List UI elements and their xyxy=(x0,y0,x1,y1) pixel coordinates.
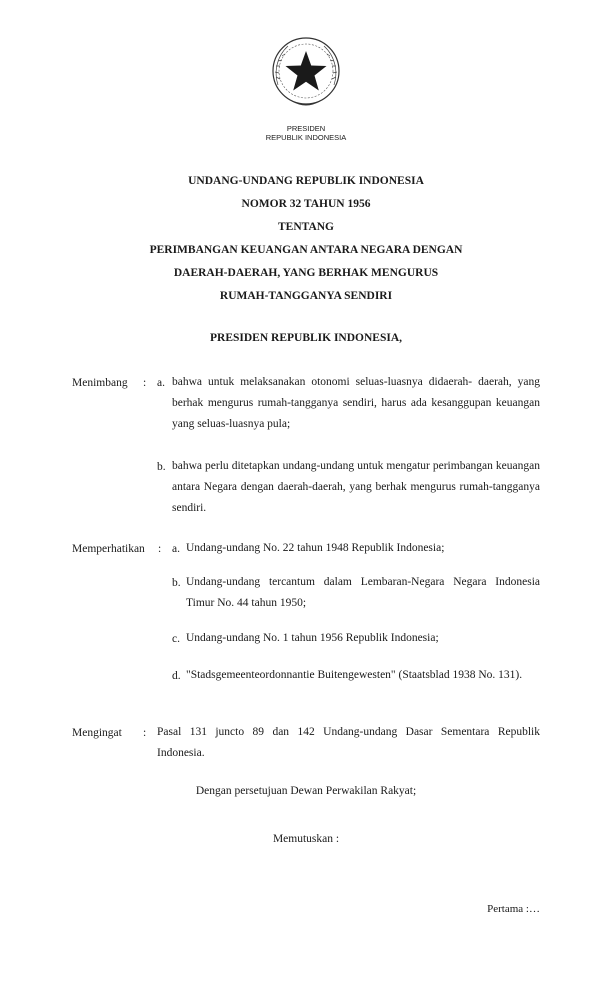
mengingat-colon: : xyxy=(143,727,147,739)
mengingat-text: Pasal 131 juncto 89 dan 142 Undang-undang Dasar Sementara Republik Indonesia. xyxy=(157,726,540,759)
menimbang-b-text: bahwa perlu ditetapkan undang-undang untuk mengatur perimbangan keuangan antara Negara dengan daerah-daerah, yang berhak mengurus rumah-tangganya sendiri. xyxy=(172,460,540,514)
mengingat-label: Mengingat xyxy=(72,727,122,739)
menimbang-b-marker: b. xyxy=(157,461,166,473)
menimbang-colon: : xyxy=(143,377,147,389)
continuation-note: Pertama :… xyxy=(487,903,540,915)
doc-title-line-6: RUMAH-TANGGANYA SENDIRI xyxy=(219,290,393,302)
doc-title-line-4: PERIMBANGAN KEUANGAN ANTARA NEGARA DENGAN xyxy=(149,244,463,256)
doc-title-line-5: DAERAH-DAERAH, YANG BERHAK MENGURUS xyxy=(173,267,439,279)
memperhatikan-b-marker: b. xyxy=(172,577,181,589)
doc-title-line-2: NOMOR 32 TAHUN 1956 xyxy=(241,198,371,210)
menimbang-a-text: bahwa untuk melaksanakan otonomi seluas-luasnya didaerah- daerah, yang berhak mengurus rumah-tangganya sendiri, harus ada kesanggupan keuangan yang seluas-luasnya pula; xyxy=(172,376,540,430)
memperhatikan-d-text: "Stadsgemeenteordonnantie Buitengewesten" (Staatsblad 1938 No. 131). xyxy=(186,669,523,681)
emblem-caption-presiden: PRESIDEN xyxy=(286,124,326,133)
garuda-star-emblem-icon xyxy=(266,33,346,113)
memperhatikan-colon: : xyxy=(158,543,162,555)
memperhatikan-d-marker: d. xyxy=(172,670,181,682)
memperhatikan-a-marker: a. xyxy=(172,543,180,555)
doc-title-line-3: TENTANG xyxy=(277,221,335,233)
decision-heading: Memutuskan : xyxy=(272,833,340,845)
memperhatikan-c-marker: c. xyxy=(172,633,180,645)
menimbang-label: Menimbang xyxy=(72,377,128,389)
doc-title-line-1: UNDANG-UNDANG REPUBLIK INDONESIA xyxy=(188,175,424,187)
memperhatikan-c-text: Undang-undang No. 1 tahun 1956 Republik Indonesia; xyxy=(186,632,439,644)
president-heading: PRESIDEN REPUBLIK INDONESIA, xyxy=(209,332,403,344)
emblem-caption-republik: REPUBLIK INDONESIA xyxy=(265,133,347,142)
memperhatikan-label: Memperhatikan xyxy=(72,543,145,555)
approval-statement: Dengan persetujuan Dewan Perwakilan Rakyat; xyxy=(195,785,417,797)
memperhatikan-a-text: Undang-undang No. 22 tahun 1948 Republik Indonesia; xyxy=(186,542,445,554)
memperhatikan-b-text: Undang-undang tercantum dalam Lembaran-Negara Negara Indonesia Timur No. 44 tahun 1950; xyxy=(186,576,540,609)
menimbang-a-marker: a. xyxy=(157,377,165,389)
